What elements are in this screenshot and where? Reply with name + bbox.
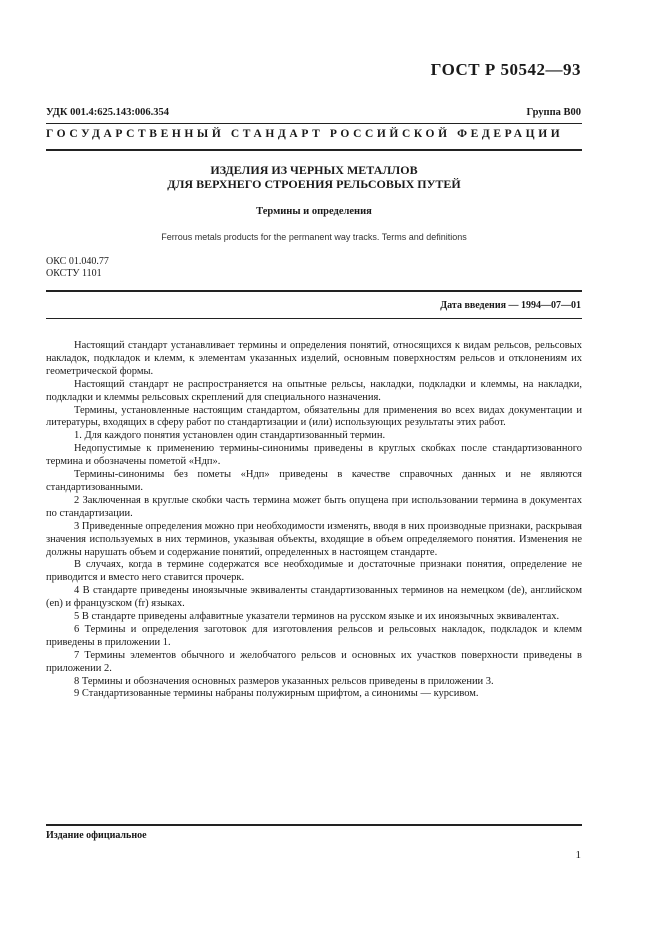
paragraph: Настоящий стандарт устанавливает термины и определения понятий, относящихся к видам рельсов, рельсовых накладок, подкладок и клемм, к элементам указанных изделий, основным поверхностям рельсов и отклонениям их геометрической формы. xyxy=(46,340,582,377)
document-title xyxy=(46,163,582,191)
document-subtitle: Термины и определения xyxy=(256,206,372,217)
edition-note: Издание официальное xyxy=(46,830,147,841)
group-code: Группа В00 xyxy=(526,107,581,118)
english-title: Ferrous metals products for the permanent way tracks. Terms and definitions xyxy=(161,232,467,242)
body-text xyxy=(46,340,582,701)
paragraph: Недопустимые к применению термины-синонимы приведены в круглых скобках после стандартизованного термина и обозначены пометой «Ндп». xyxy=(46,443,582,468)
state-standard-heading: ГОСУДАРСТВЕННЫЙ СТАНДАРТ РОССИЙСКОЙ ФЕДЕРАЦИИ xyxy=(46,128,564,140)
paragraph: 1. Для каждого понятия установлен один стандартизованный термин. xyxy=(74,430,386,442)
paragraph: 7 Термины элементов обычного и желобчатого рельсов и основных их участков поверхности приведены в приложении 2. xyxy=(46,649,582,674)
introduction-date: Дата введения — 1994—07—01 xyxy=(440,300,581,311)
paragraph: 4 В стандарте приведены иноязычные эквиваленты стандартизованных терминов на немецком (de), английском (en) и французском (fr) языках. xyxy=(46,585,582,610)
paragraph: Термины-синонимы без пометы «Ндп» приведены в качестве справочных данных и не являются стандартизованными. xyxy=(46,469,582,493)
title-line-2: ДЛЯ ВЕРХНЕГО СТРОЕНИЯ РЕЛЬСОВЫХ ПУТЕЙ xyxy=(167,177,461,191)
header-rule-top xyxy=(46,123,582,124)
paragraph: 5 В стандарте приведены алфавитные указатели терминов на русском языке и их иноязычных эквивалентах. xyxy=(74,611,560,623)
paragraph: 8 Термины и обозначения основных размеров указанных рельсов приведены в приложении 3. xyxy=(74,675,494,687)
date-rule-bottom xyxy=(46,318,582,319)
paragraph: 9 Стандартизованные термины набраны полужирным шрифтом, а синонимы — курсивом. xyxy=(74,688,479,700)
udc-code: УДК 001.4:625.143:006.354 xyxy=(46,107,169,118)
paragraph: Термины, установленные настоящим стандартом, обязательны для применения во всех видах документации и литературы, входящих в сферу работ по стандартизации и (или) использующих результаты этих работ. xyxy=(46,404,582,429)
okstu-code: ОКСТУ 1101 xyxy=(46,268,102,279)
oks-code: ОКС 01.040.77 xyxy=(46,256,109,267)
classification-codes xyxy=(46,256,109,280)
date-rule xyxy=(46,290,582,292)
paragraph: 6 Термины и определения заготовок для изготовления рельсов и рельсовых накладок, подкладок и клемм приведены в приложении 1. xyxy=(46,623,582,648)
title-line-1: ИЗДЕЛИЯ ИЗ ЧЕРНЫХ МЕТАЛЛОВ xyxy=(210,163,418,177)
paragraph: В случаях, когда в термине содержатся все необходимые и достаточные признаки понятия, определение не приводится и вместо него ставится прочерк. xyxy=(46,559,582,584)
paragraph: 2 Заключенная в круглые скобки часть термина может быть опущена при использовании термина в документах по стандартизации. xyxy=(46,494,582,519)
page-number: 1 xyxy=(575,849,581,861)
footer-rule xyxy=(46,824,582,826)
header-rule-bottom xyxy=(46,149,582,151)
paragraph: Настоящий стандарт не распространяется на опытные рельсы, накладки, подкладки и клеммы, на накладки, подкладки и клеммы рельсовых скреплений для специального назначения. xyxy=(46,378,582,403)
paragraph: 3 Приведенные определения можно при необходимости изменять, вводя в них производные признаки, раскрывая значения используемых в них терминов, указывая объекты, входящие в объем определяемого понятия. Изменения не должны нарушать объем и содержание понятий, определенных в настоящем стандарте. xyxy=(46,520,582,558)
standard-number: ГОСТ Р 50542—93 xyxy=(430,60,581,79)
